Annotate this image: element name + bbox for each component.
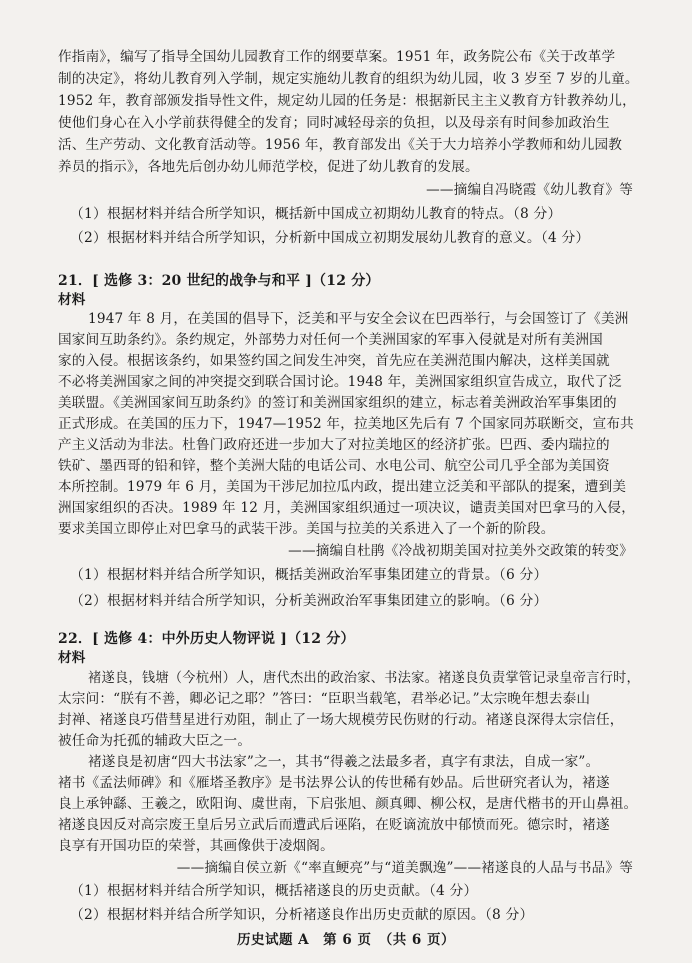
source-citation: ——摘编自冯晓霞《幼儿教育》等 [426, 182, 633, 198]
material-line: 褚遂良是初唐“四大书法家”之一，其书“得羲之法最多者，真字有隶法，自成一家”。 [88, 754, 600, 770]
material-line: 太宗问：“朕有不善，卿必记之耶？”答曰：“臣职当载笔，君举必记。”太宗晚年想去泰山 [58, 691, 591, 707]
material-line: 国家间互助条约》。条约规定，外部势力对任何一个美洲国家的军事入侵就是对所有美洲国 [58, 332, 603, 348]
question-item: （2）根据材料并结合所学知识，分析美洲政治军事集团建立的影响。（6 分） [70, 593, 548, 609]
question-heading: 22．[ 选修 4：中外历史人物评说 ]（12 分） [58, 631, 355, 647]
material-line: 被任命为托孤的辅政大臣之一。 [58, 733, 252, 749]
question-item: （1）根据材料并结合所学知识，概括新中国成立初期幼儿教育的特点。（8 分） [70, 206, 562, 222]
material-line: 良上承钟繇、王羲之，欧阳询、虞世南，下启张旭、颜真卿、柳公权，是唐代楷书的开山鼻祖。 [58, 796, 638, 812]
page-footer: 历史试题 A 第 6 页 （共 6 页） [236, 932, 455, 948]
material-line: 产主义活动为非法。杜鲁门政府还进一步加大了对拉美地区的经济扩张。巴西、委内瑞拉的 [58, 437, 610, 453]
material-line: 褚遂良，钱塘（今杭州）人，唐代杰出的政治家、书法家。褚遂良负责掌管记录皇帝言行时， [88, 670, 640, 686]
material-line: 1947 年 8 月，在美国的倡导下，泛美和平与安全会议在巴西举行，与会国签订了《美洲 [88, 311, 629, 327]
material-label: 材料 [58, 292, 86, 308]
question-item: （2）根据材料并结合所学知识，分析新中国成立初期发展幼儿教育的意义。（4 分） [70, 230, 590, 246]
passage-line: 1952 年，教育部颁发指导性文件，规定幼儿园的任务是：根据新民主主义教育方针教养幼儿， [58, 93, 636, 109]
material-line: 封禅、褚遂良巧借彗星进行劝阻，制止了一场大规模劳民伤财的行动。褚遂良深得太宗信任， [58, 712, 624, 728]
question-heading: 21．[ 选修 3：20 世纪的战争与和平 ]（12 分） [58, 273, 380, 289]
material-line: 要求美国立即停止对巴拿马的武装干涉。美国与拉美的关系进入了一个新的阶段。 [58, 521, 555, 537]
material-line: 褚遂良因反对高宗废王皇后另立武后而遭武后诬陷，在贬谪流放中郁愤而死。德宗时，褚遂 [58, 817, 610, 833]
material-line: 不必将美洲国家之间的冲突提交到联合国讨论。1948 年，美洲国家组织宣告成立，取代了泛 [58, 374, 623, 390]
passage-line: 活、生产劳动、文化教育活动等。1956 年，教育部发出《关于大力培养小学教师和幼儿园教 [58, 137, 623, 153]
material-line: 家的入侵。根据该条约，如果签约国之间发生冲突，首先应在美洲范围内解决，这样美国就 [58, 353, 610, 369]
source-citation: ——摘编自侯立新《“率直鲠亮”与“道美飘逸”——褚遂良的人品与书品》等 [176, 860, 633, 876]
material-line: 正式形成。在美国的压力下，1947—1952 年，拉美地区先后有 7 个国家同苏联断交，宣布共 [58, 416, 634, 432]
question-item: （1）根据材料并结合所学知识，概括褚遂良的历史贡献。（4 分） [70, 883, 478, 899]
material-line: 洲国家组织的否决。1989 年 12 月，美洲国家组织通过一项决议，谴责美国对巴拿马的入侵， [58, 500, 636, 516]
material-line: 美联盟。《美洲国家间互助条约》的签订和美洲国家组织的建立，标志着美洲政治军事集团的 [58, 395, 617, 411]
question-item: （1）根据材料并结合所学知识，概括美洲政治军事集团建立的背景。（6 分） [70, 567, 548, 583]
material-label: 材料 [58, 650, 86, 666]
material-line: 良享有开国功臣的荣誉，其画像供于凌烟阁。 [58, 838, 334, 854]
passage-line: 养员的指示》，各地先后创办幼儿师范学校，促进了幼儿教育的发展。 [58, 159, 479, 175]
passage-line: 使他们身心在入小学前获得健全的发育；同时减轻母亲的负担，以及母亲有时间参加政治生 [58, 115, 610, 131]
material-line: 褚书《孟法师碑》和《雁塔圣教序》是书法界公认的传世稀有妙品。后世研究者认为，褚遂 [58, 775, 610, 791]
passage-line: 制的决定》，将幼儿教育列入学制，规定实施幼儿教育的组织为幼儿园，收 3 岁至 7 岁的儿童。 [58, 71, 639, 87]
passage-line: 作指南》，编写了指导全国幼儿园教育工作的纲要草案。1951 年，政务院公布《关于改革学 [58, 49, 616, 65]
source-citation: ——摘编自杜鹃《冷战初期美国对拉美外交政策的转变》 [288, 543, 633, 559]
question-item: （2）根据材料并结合所学知识，分析褚遂良作出历史贡献的原因。（8 分） [70, 907, 534, 923]
material-line: 本所控制。1979 年 6 月，美国为干涉尼加拉瓜内政，提出建立泛美和平部队的提案，遭到美 [58, 479, 627, 495]
material-line: 铁矿、墨西哥的铅和锌，整个美洲大陆的电话公司、水电公司、航空公司几乎全部为美国资 [58, 458, 610, 474]
